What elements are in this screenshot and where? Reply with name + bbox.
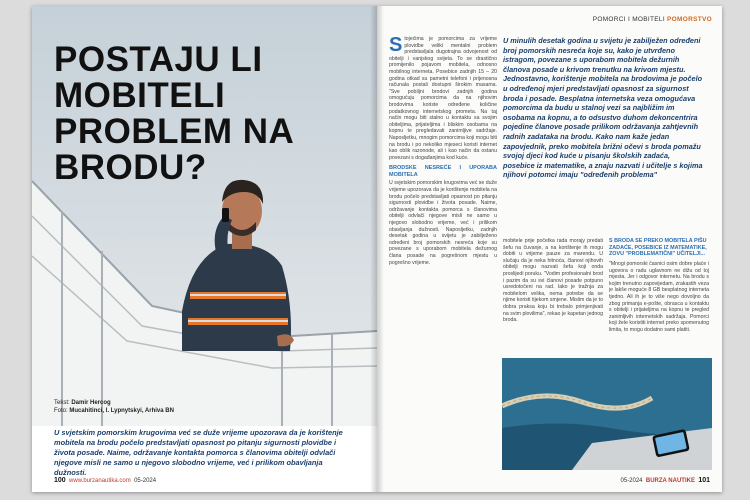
article-credits (54, 399, 174, 415)
site-url: www.burzanautika.com (69, 478, 131, 484)
magazine-spread (32, 6, 722, 492)
credit-photo-author: Mucahitinci, I. Lypnytskyi, Arhiva BN (69, 408, 174, 414)
section-header (593, 16, 712, 23)
left-page (32, 6, 377, 492)
column-2-text: mobitele prije početka rada morају predati šefu na čuvanje, a na korištenje ih mogu dobiti u vrijeme pauze za marendu. U slučaju da je neka hitnoća, članovi njihovih obitelji mogu nazvati šefa koji onda proslijedi poruku. "Vodim profesionalni brod i pazim da su svi članovi posade potpuno usredotočeni na rad. Iako je tražnja za mobitelom velika, nema potrebe da se njime koristi tijekom smjene. Mislim da je to dobra praksa koju bi trebalo primjenjivati na svim plovilima", rekao je kapetan jednog broda. (503, 238, 603, 324)
section-prefix: POMORCI I MOBITELI (592, 16, 665, 23)
section-highlight: POMORSTVO (667, 16, 712, 23)
left-folio (54, 477, 156, 484)
phone-on-deck-photo (502, 358, 712, 470)
sidebar-heading: S BRODA SE PREKO MOBITELA PIŠU ZADAĆE, POSEBICE IZ MATEMATIKE, ZOVU "PROBLEMATIČNI" UČITELJI... (609, 238, 707, 258)
phone-rope-illustration (502, 358, 712, 470)
page-number-right: 101 (698, 477, 710, 484)
credit-text-author: Damir Hercog (71, 400, 111, 406)
credit-text-label: Tekst: (54, 400, 70, 406)
dropcap: S (389, 36, 403, 56)
issue-right: 05-2024 (620, 478, 643, 484)
column-1 (389, 36, 497, 476)
column-2 (503, 238, 603, 353)
right-folio (620, 477, 710, 484)
page-number-left: 100 (54, 477, 66, 484)
credit-photo-label: Foto: (54, 408, 68, 414)
sidebar-text: "Mnogi pomorski časnici osim dobre plaće i ugovora o radu uglavnom ne dižu od toj mjesta. Jer i odgovor internetu. Na brodu s kojim trenutno zapovijedam, zrakastih veza je lakše moguće 8 GB besplatnog interneta tjedno. Ali ih je to više nego dovoljno da zbog primanja e-pošte, obrasca u kontaktu s obitelji i prijateljima na kopnu te pregled zanimljivih internetskih sadržaja. Pomorci koji žele koristiti internet preko spomenutog limita, to mogu dodatno sami platiti. (609, 261, 709, 333)
column-1-heading: BRODSKE NESREĆE I UPORABA MOBITELA (389, 165, 497, 178)
column-1-text: tojećima je pomorcima za vrijeme plovidbe veliki mentalni problem predstavljala dugotrajna odvojenost od obitelji i vanjskog svijeta. To se drastično promijenilo pojavom mobitela, odnosno mobilnog interneta. Posebice zadnjih 15 – 20 godina otkad su pametni telefoni i prijenosna računala postali dostupni širokim masama. "Sve pobiljni brodovi zadnjih godina omogućuju pomorcima da na njihovim brodovima koriste određene količine podatkovnog internetskog prometa. Na taj način mogu biti stalno u kontaktu sa svojim obiteljima, prijateljima i bliskim osobama na kopnu te pregledavati zanimljive sadržaje. Naposljetku, mnogim pomorcima koji mogu biti na brodu i po nekoliko mjeseci koristi internet kao oblik razonode, ali i kao način da ostanu povezani s događanjima kod kuće. (389, 36, 497, 161)
issue-left: 05-2024 (134, 478, 157, 484)
right-page (377, 6, 722, 492)
brand-name: BURZA NAUTIKE (645, 478, 695, 484)
pull-quote: U minulih desetak godina u svijetu je zabilježen određeni broj pomorskih nesreća koje su, kako je utvrđeno istragom, povezane s uporabom mobitela dežurnih članova posade u krivom trenutku na krivom mjestu. Jednostavno, korištenje mobitela na brodovima je počelo u određenoj mjeri predstavljati opasnost za sigurnost broda i posade. Besplatna internetska veza omogućava pomorcima da budu u stalnoj vezi sa najbližim im osobama na kopnu, a to odsustvo duhom dekoncentrira pojedine članove posade prilikom održavanja zahtjevnih radnih zadataka na brodu. Kako nam kaže jedan zapovjednik, preko mobitela brižni očevi s broda pomažu svojoj djeci kod kuće u pisanju školskih zadaća, posebice iz matematike, a znaju nazvati i učitelje s kojima njihovi potomci imaju "određenih problema" (503, 36, 703, 180)
column-1-text-2: U svjetskim pomorskim krugovima već se duže vrijeme upozorava da je korištenje mobitela na brodu počelo predstavljati opasnost po pitanju sigurnosti plovidbe i života posade. Naime, održavanje kontakta pomorca s članovima obitelji odvlači njegove misli ne samo u njegovo slobodno vrijeme, već i prilikom obavljanja dužnosti. Naposljetku, zadnjih desetak godina u svijetu je zabilježeno određeni broj pomorskih nesreća koje su povezane s uporabom mobitela dežurnog člana posade na pogrešnom mjestu u pogrešno vrijeme. (389, 180, 497, 266)
article-title: POSTAJU LI MOBITELI PROBLEM NA BRODU? (54, 40, 293, 187)
article-lead: U svjetskim pomorskim krugovima već se duže vrijeme upozorava da je korištenje mobitela na brodu počelo predstavljati opasnost po pitanju sigurnosti plovidbe i života posade. Naime, održavanje kontakta pomorca s članovima obitelji odvlači njegove misli ne samo u njegovo slobodno vrijeme, već i prilikom obavljanja dužnosti. (54, 428, 343, 477)
